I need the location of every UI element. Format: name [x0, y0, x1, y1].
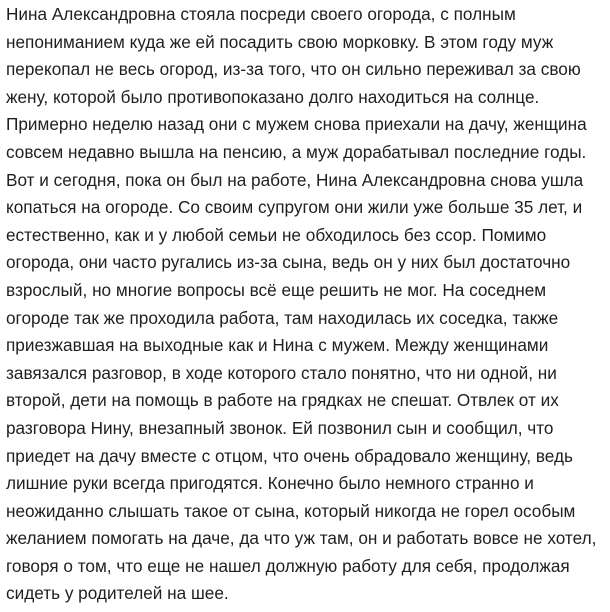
text-line: взрослый, но многие вопросы всё еще решить не мог. На соседнем: [6, 279, 547, 300]
text-line: говоря о том, что еще не нашел должную работу для себя, продолжая: [6, 555, 570, 576]
text-line: сидеть у родителей на шее.: [6, 583, 229, 604]
text-line: завязался разговор, в ходе которого стало понятно, что ни одной, ни: [6, 362, 557, 383]
text-line: Нина Александровна стояла посреди своего огорода, с полным: [6, 4, 516, 24]
text-line: копаться на огороде. Со своим супругом они жили уже больше 35 лет, и: [6, 197, 583, 218]
text-line: огорода, они часто ругались из-за сына, ведь он у них был достаточно: [6, 252, 571, 273]
text-line: разговора Нину, внезапный звонок. Ей позвонил сын и сообщил, что: [6, 417, 554, 438]
text-line: второй, дети на помощь в работе на грядках не спешат. Отвлек от их: [6, 390, 559, 411]
text-line: жену, которой было противопоказано долго находиться на солнце.: [6, 86, 540, 107]
text-line: Вот и сегодня, пока он был на работе, Нина Александровна снова ушла: [6, 169, 584, 190]
text-line: перекопал не весь огород, из-за того, что он сильно переживал за свою: [6, 59, 581, 80]
text-line: совсем недавно вышла на пенсию, а муж дорабатывал последние годы.: [6, 141, 587, 162]
text-line: Примерно неделю назад они с мужем снова приехали на дачу, женщина: [6, 114, 587, 135]
text-line: естественно, как и у любой семьи не обходилось без ссор. Помимо: [6, 224, 547, 245]
text-line: огороде так же проходила работа, там находилась их соседка, также: [6, 307, 559, 328]
text-line: непониманием куда же ей посадить свою морковку. В этом году муж: [6, 31, 554, 52]
text-line: неожиданно слышать такое от сына, который никогда не горел особым: [6, 500, 576, 521]
text-line: желанием помогать на даче, да что уж там, он и работать вовсе не хотел,: [6, 528, 597, 549]
article-paragraph: [6, 1, 610, 608]
text-line: приезжавшая на выходные как и Нина с мужем. Между женщинами: [6, 335, 549, 356]
text-line: приедет на дачу вместе с отцом, что очень обрадовало женщину, ведь: [6, 445, 573, 466]
text-line: лишние руки всегда пригодятся. Конечно было немного странно и: [6, 473, 534, 494]
